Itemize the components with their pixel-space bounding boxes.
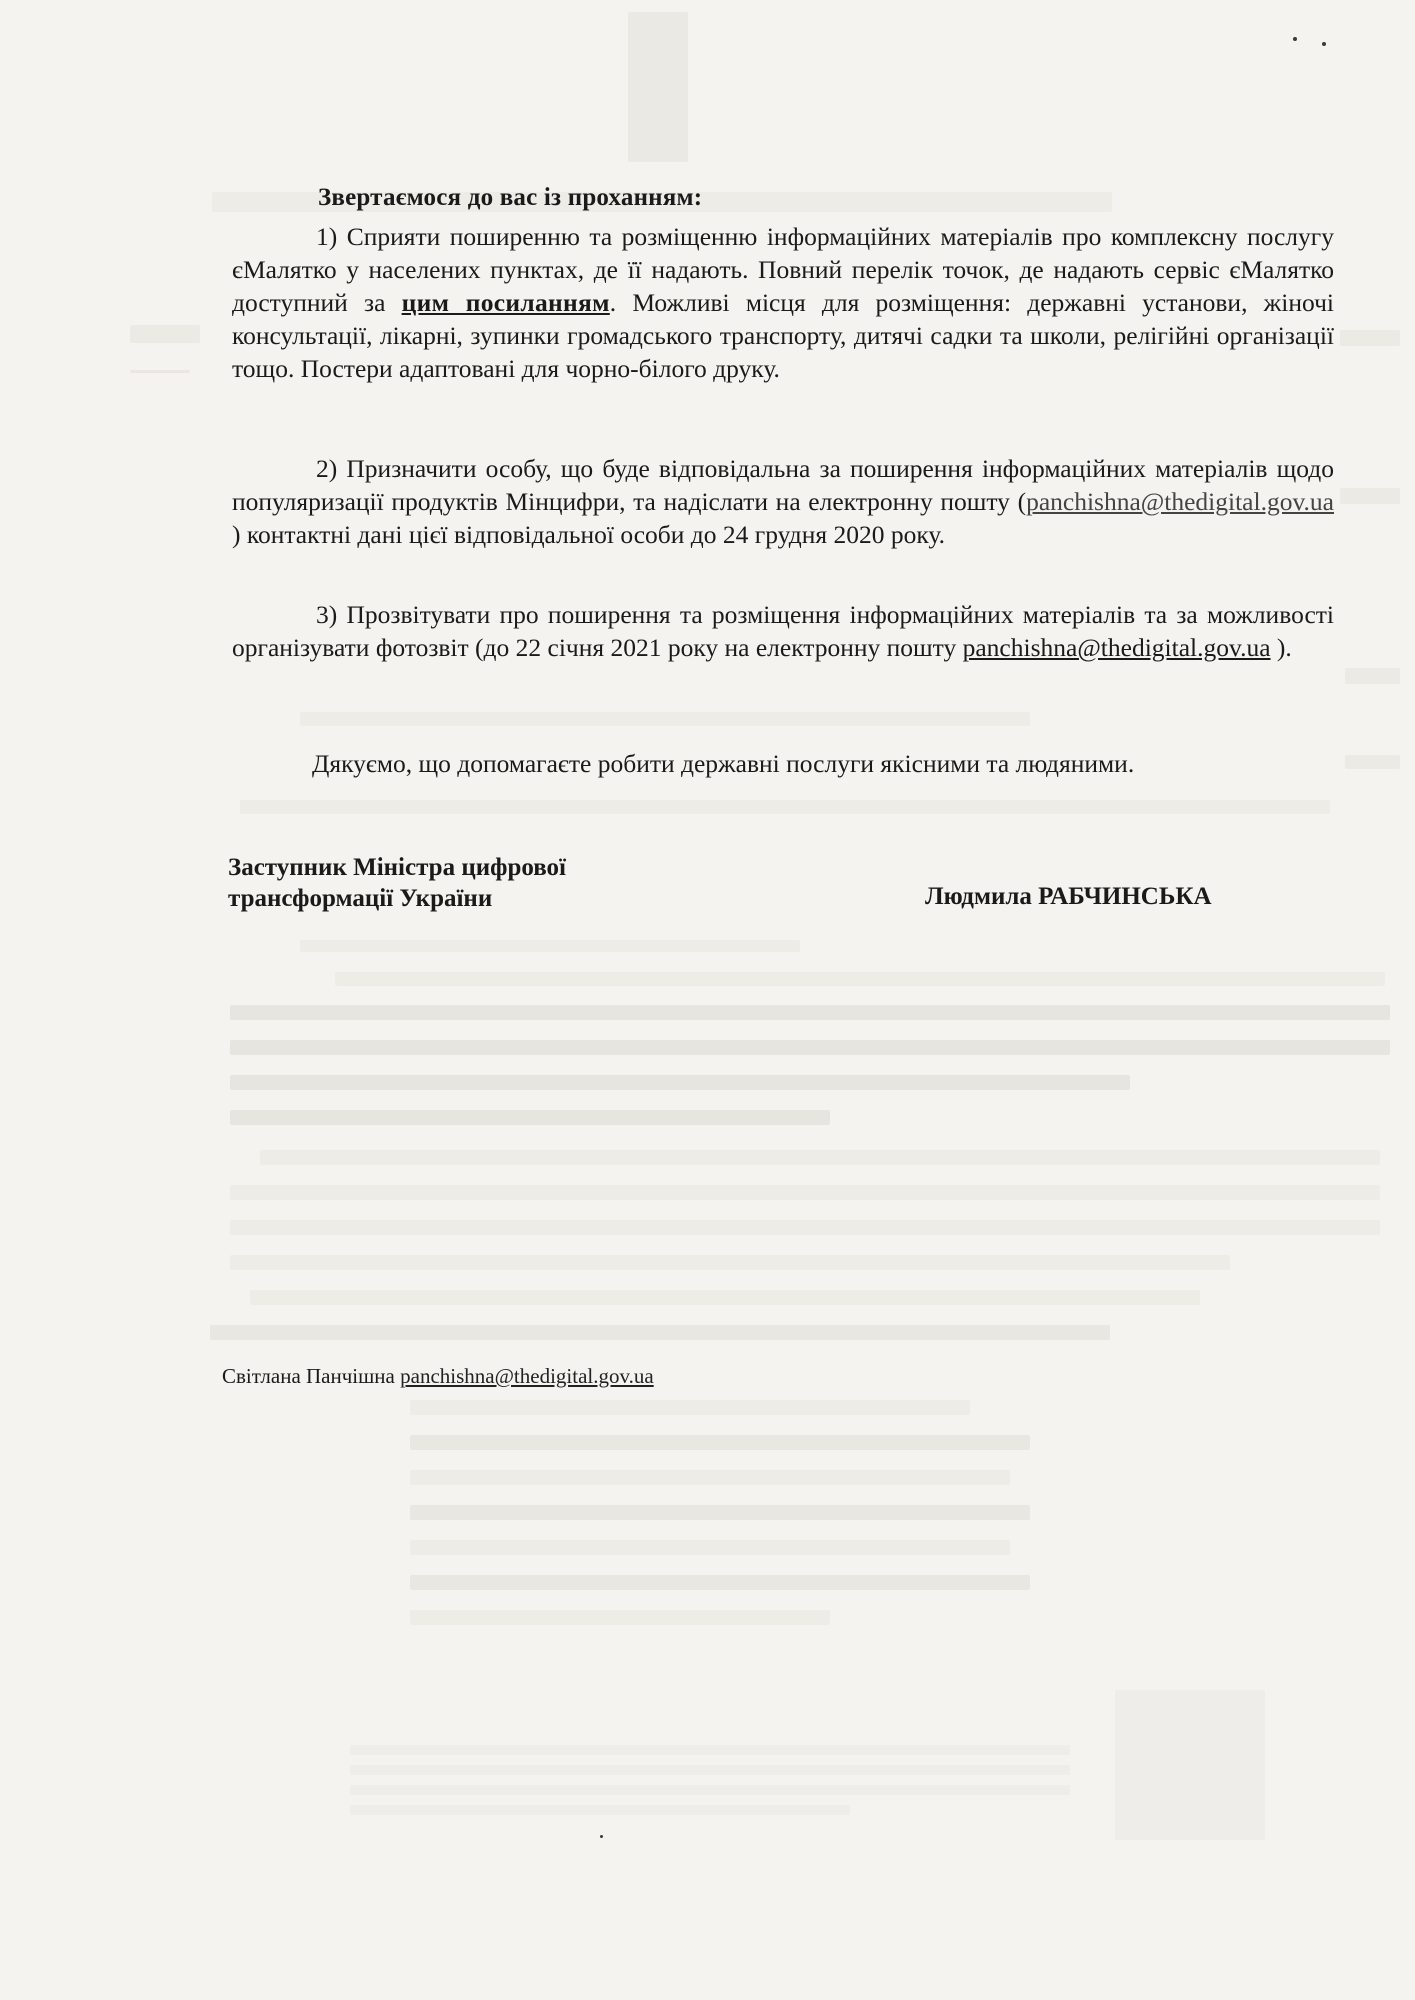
request-item-1-text-end: . Можливі місця для розміщення: державні установи, жіночі консультації, лікарні, зупинки громадського транспорту, дитячі садки та школи, релігійні організації тощо. Постери адаптовані для чорно-білого друку. [232, 288, 1334, 383]
request-item-3-text: 3) Прозвітувати про поширення та розміщення інформаційних матеріалів та за можливості організувати фотозвіт (до 22 січня 2021 року на електронну пошту [232, 600, 1334, 662]
request-item-3-text-end: ). [1270, 633, 1292, 662]
email-link-item-3[interactable]: panchishna@thedigital.gov.ua [962, 633, 1271, 662]
request-item-2 [232, 452, 1334, 551]
email-link-item-2[interactable]: panchishna@thedigital.gov.ua [1026, 487, 1334, 516]
request-item-1 [232, 220, 1334, 385]
contact-email-link[interactable]: panchishna@thedigital.gov.ua [400, 1364, 654, 1388]
request-item-3 [232, 598, 1334, 664]
request-item-2-text: 2) Призначити особу, що буде відповідальна за поширення інформаційних матеріалів щодо популяризації продуктів Мінцифри, та надіслати на електронну пошту ( [232, 454, 1334, 516]
signatory-title-line-1: Заступник Міністра цифрової [228, 854, 567, 881]
signatory-title [228, 852, 566, 914]
contact-footer [222, 1364, 654, 1389]
services-list-link[interactable]: цим посиланням [401, 288, 610, 317]
request-item-2-text-end: ) контактні дані цієї відповідальної особи до 24 грудня 2020 року. [232, 520, 945, 549]
thanks-line: Дякуємо, що допомагаєте робити державні послуги якісними та людяними. [312, 749, 1135, 778]
contact-name: Світлана Панчішна [222, 1364, 395, 1388]
signatory-title-line-2: трансформації України [228, 885, 493, 912]
request-heading: Звертаємося до вас із проханням: [318, 184, 703, 211]
signatory-name: Людмила РАБЧИНСЬКА [925, 883, 1212, 910]
request-item-1-text: 1) Сприяти поширенню та розміщенню інформаційних матеріалів про комплексну послугу єМалятко у населених пунктах, де її надають. Повний перелік точок, де надають сервіс єМалятко доступний за [232, 222, 1334, 317]
